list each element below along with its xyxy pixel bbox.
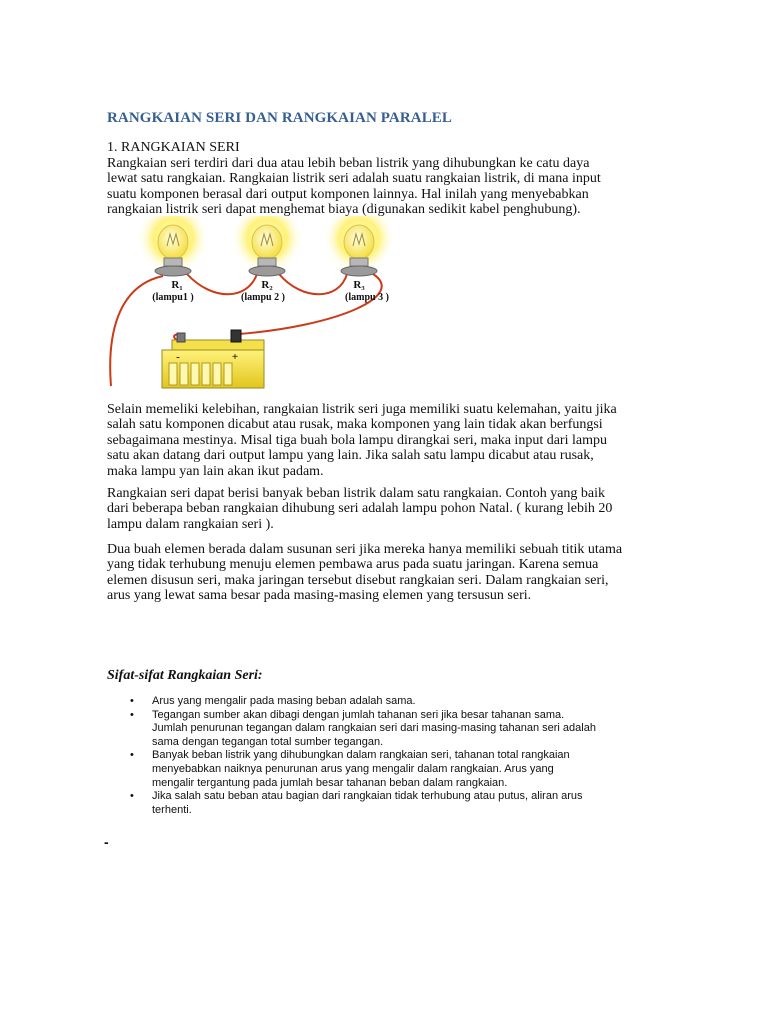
- lamp-2-symbol: R₂: [261, 279, 273, 291]
- bullet-item: [130, 709, 596, 723]
- bullet-line: sama dengan tegangan total sumber tegangan.: [152, 735, 384, 748]
- paragraph-line: Selain memeliki kelebihan, rangkaian listrik seri juga memiliki suatu kelemahan, yaitu jika: [107, 402, 617, 417]
- paragraph-line: yang tidak terhubung menuju elemen pembawa arus pada suatu jaringan. Karena semua: [107, 557, 599, 573]
- bullet-dot: •: [130, 708, 134, 721]
- bullet-line: Tegangan sumber akan dibagi dengan jumlah tahanan seri jika besar tahanan sama.: [152, 708, 565, 721]
- series-circuit-figure: [107, 216, 395, 392]
- paragraph-line: Rangkaian seri terdiri dari dua atau lebih beban listrik yang dihubungkan ke catu daya: [107, 156, 590, 171]
- paragraph-line: lampu dalam rangkaian seri ).: [107, 516, 274, 532]
- battery: [162, 330, 264, 388]
- paragraph-line: Dua buah elemen berada dalam susunan seri jika mereka hanya memiliki sebuah titik utama: [107, 542, 623, 557]
- paragraph-line: suatu komponen berasal dari output komponen lainnya. Hal inilah yang menyebabkan: [107, 186, 589, 202]
- bullet-line: Banyak beban listrik yang dihubungkan dalam rangkaian seri, tahanan total rangkaian: [152, 749, 570, 762]
- lamp-1-label: (lampu1 ): [152, 292, 194, 303]
- lamp-3: [323, 216, 395, 278]
- paragraph-line: salah satu komponen dicabut atau rusak, maka komponen yang lain tidak akan berfungsi: [107, 417, 603, 433]
- series-circuit-diagram: [107, 216, 395, 392]
- bullet-line: terhenti.: [152, 803, 192, 816]
- paragraph-kelemahan: [107, 402, 667, 479]
- lamp-1-symbol: R₁: [171, 279, 183, 291]
- battery-minus-label: -: [176, 351, 180, 363]
- bullet-line: menyebabkan naiknya penurunan arus yang mengalir dalam rangkaian. Arus yang: [152, 762, 554, 775]
- sifat-bullet-list: [130, 695, 596, 817]
- battery-plus-label: +: [231, 351, 239, 363]
- paragraph-line: Rangkaian seri dapat berisi banyak beban listrik dalam satu rangkaian. Contoh yang baik: [107, 486, 606, 501]
- bullet-dot: •: [130, 790, 134, 803]
- bullet-line: mengalir tergantung pada jumlah besar tahanan beban dalam rangkaian.: [152, 776, 508, 789]
- bullet-line: Arus yang mengalir pada masing beban adalah sama.: [152, 695, 416, 707]
- bullet-dot: •: [130, 749, 134, 762]
- paragraph-line: rangkaian listrik seri dapat menghemat biaya (digunakan sedikit kabel penghubung).: [107, 202, 581, 218]
- paragraph-line: lewat satu rangkaian. Rangkaian listrik seri adalah suatu rangkaian listrik, di mana input: [107, 171, 601, 187]
- bullet-item: [130, 722, 596, 749]
- paragraph-line: maka lampu yan lain akan ikut padam.: [107, 463, 324, 479]
- bullet-item: [130, 695, 596, 709]
- paragraph-line: sebagaimana mestinya. Misal tiga buah bola lampu dirangkai seri, maka input dari lampu: [107, 432, 607, 448]
- document-title: RANGKAIAN SERI DAN RANGKAIAN PARALEL: [107, 110, 453, 126]
- trailing-dash: -: [104, 834, 109, 850]
- paragraph-line: elemen disusun seri, maka jaringan tersebut disebut rangkaian seri. Dalam rangkaian seri,: [107, 572, 609, 588]
- paragraph-line: satu akan datang dari output lampu yang lain. Jika salah satu lampu dicabut atau rusak,: [107, 448, 594, 464]
- lamp-1: [137, 216, 209, 278]
- wire-2-3: [279, 274, 347, 294]
- lamp-2: [231, 216, 303, 278]
- paragraph-elemen: [107, 542, 667, 604]
- bullet-item: [130, 749, 596, 790]
- bullet-dot: •: [130, 695, 134, 707]
- bullet-line: Jika salah satu beban atau bagian dari rangkaian tidak terhubung atau putus, aliran arus: [152, 790, 583, 803]
- bullet-item: [130, 790, 596, 817]
- lamp-3-label: (lampu 3 ): [345, 292, 389, 303]
- paragraph-line: dari beberapa beban rangkaian dihubung seri adalah lampu pohon Natal. ( kurang lebih 20: [107, 501, 613, 517]
- sifat-heading: Sifat-sifat Rangkaian Seri:: [107, 668, 263, 683]
- paragraph-intro: [107, 156, 667, 218]
- lamp-2-label: (lampu 2 ): [241, 292, 285, 303]
- lamp-3-symbol: R₃: [353, 279, 365, 291]
- bullet-line: Jumlah penurunan tegangan dalam rangkaian seri dari masing-masing tahanan seri adalah: [152, 722, 596, 735]
- section-heading: 1. RANGKAIAN SERI: [107, 140, 240, 155]
- paragraph-line: arus yang lewat sama besar pada masing-masing elemen yang tersusun seri.: [107, 588, 532, 604]
- paragraph-contoh: [107, 486, 667, 532]
